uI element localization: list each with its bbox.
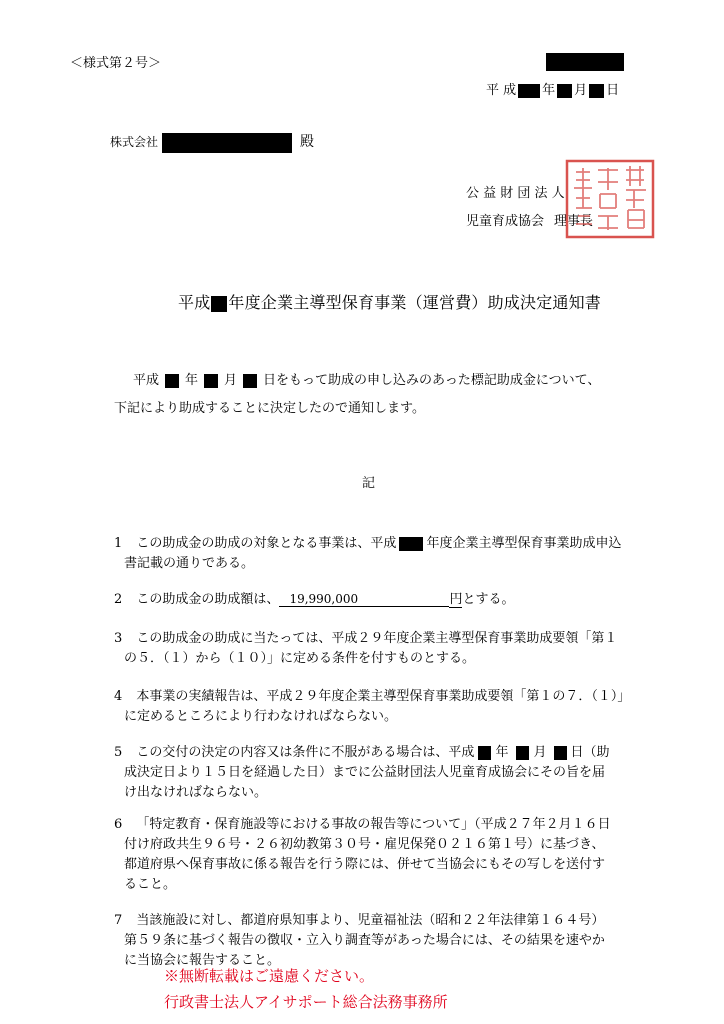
list-item-2 bbox=[114, 588, 514, 607]
list-item-5-cont2: け出なければならない。 bbox=[124, 785, 268, 800]
list-item-4-cont: に定めるところにより行わなければならない。 bbox=[124, 709, 398, 724]
list-item-5 bbox=[114, 741, 609, 760]
no-reprint-notice: ※無断転載はご遠慮ください。 bbox=[164, 967, 375, 985]
item-text: この助成金の助成に当たっては、平成２９年度企業主導型保育事業助成要領「第１ bbox=[136, 631, 618, 646]
redaction-box bbox=[554, 746, 567, 760]
date-year-unit: 年 bbox=[542, 83, 556, 98]
issue-date bbox=[486, 79, 619, 98]
addressee bbox=[110, 131, 314, 153]
amount-unit: 円 bbox=[449, 592, 463, 607]
list-item-3-cont: の５．（１）から（１０）」に定める条件を付すものとする。 bbox=[124, 651, 476, 666]
redaction-box bbox=[243, 374, 257, 388]
redaction-box bbox=[165, 374, 179, 388]
company-prefix: 株式会社 bbox=[110, 135, 159, 149]
item-number: 2 bbox=[114, 592, 123, 607]
redaction-box bbox=[162, 133, 292, 153]
list-item-7 bbox=[114, 909, 604, 928]
ki-heading: 記 bbox=[362, 476, 376, 491]
item-number: 7 bbox=[114, 913, 123, 928]
item-text: とする。 bbox=[462, 592, 515, 607]
grant-amount: 19,990,000 bbox=[279, 592, 449, 607]
item-month-unit: 月 bbox=[533, 745, 547, 760]
sender-org: 児童育成協会 bbox=[466, 214, 545, 229]
item-text: この交付の決定の内容又は条件に不服がある場合は、平成 bbox=[136, 745, 475, 760]
list-item-6 bbox=[114, 813, 611, 832]
list-item-1 bbox=[114, 532, 621, 551]
list-item-3 bbox=[114, 627, 617, 646]
list-item-6-cont3: ること。 bbox=[124, 877, 177, 892]
intro-era: 平成 bbox=[133, 373, 160, 388]
item-number: 1 bbox=[114, 536, 123, 551]
intro-line2: 下記により助成することに決定したので通知します。 bbox=[114, 401, 425, 416]
redaction-box bbox=[399, 537, 423, 551]
item-text: この助成金の助成額は、 bbox=[136, 592, 280, 607]
item-text: 本事業の実績報告は、平成２９年度企業主導型保育事業助成要領「第１の７．（１）」 bbox=[136, 689, 631, 704]
list-item-1-cont: 書記載の通りである。 bbox=[124, 556, 255, 571]
redaction-box bbox=[557, 84, 572, 98]
sender-role: 理事長 bbox=[554, 214, 594, 229]
title-text: 年度企業主導型保育事業（運営費）助成決定通知書 bbox=[228, 293, 602, 312]
item-number: 3 bbox=[114, 631, 123, 646]
date-month-unit: 月 bbox=[574, 83, 588, 98]
redaction-box bbox=[518, 84, 540, 98]
list-item-7-cont: 第５９条に基づく報告の徴収・立入り調査等があった場合には、その結果を速やか bbox=[124, 933, 605, 948]
redaction-box bbox=[589, 84, 604, 98]
redaction-box bbox=[516, 746, 529, 760]
item-text: 「特定教育・保育施設等における事故の報告等について」（平成２７年２月１６日 bbox=[136, 817, 611, 832]
title-era: 平成 bbox=[178, 293, 211, 312]
list-item-6-cont: 付け府政共生９６号・２６初幼教第３０号・雇児保発０２１６第１号）に基づき、 bbox=[124, 837, 605, 852]
item-text: 年度企業主導型保育事業助成申込 bbox=[426, 536, 622, 551]
redaction-box bbox=[546, 53, 624, 71]
item-number: 6 bbox=[114, 817, 123, 832]
list-item-5-cont: 成決定日より１５日を経過した日）までに公益財団法人児童育成協会にその旨を届 bbox=[124, 765, 606, 780]
intro-month-unit: 月 bbox=[224, 373, 238, 388]
item-text: この助成金の助成の対象となる事業は、平成 bbox=[136, 536, 397, 551]
item-number: 5 bbox=[114, 745, 123, 760]
honorific: 殿 bbox=[300, 134, 315, 150]
sender-line1: 公 益 財 団 法 人 bbox=[466, 186, 565, 201]
item-text: 日（助 bbox=[570, 745, 610, 760]
list-item-6-cont2: 都道府県へ保育事故に係る報告を行う際には、併せて当協会にもその写しを送付す bbox=[124, 857, 606, 872]
document-title bbox=[178, 290, 601, 313]
form-label: ＜様式第２号＞ bbox=[70, 56, 162, 71]
date-day-unit: 日 bbox=[606, 83, 620, 98]
redaction-box bbox=[478, 746, 491, 760]
intro-line1-text: 日をもって助成の申し込みのあった標記助成金について、 bbox=[263, 373, 601, 388]
list-item-4 bbox=[114, 685, 630, 704]
item-text: 当該施設に対し、都道府県知事より、児童福祉法（昭和２２年法律第１６４号） bbox=[136, 913, 605, 928]
office-name: 行政書士法人アイサポート総合法務事務所 bbox=[164, 993, 448, 1011]
official-seal-stamp bbox=[564, 158, 656, 240]
intro-year-unit: 年 bbox=[185, 373, 199, 388]
date-era: 平 成 bbox=[486, 83, 517, 98]
intro-line1 bbox=[133, 369, 600, 388]
redaction-box bbox=[204, 374, 218, 388]
list-item-7-cont2: に当協会に報告すること。 bbox=[124, 953, 281, 968]
item-year-unit: 年 bbox=[495, 745, 509, 760]
item-number: 4 bbox=[114, 689, 123, 704]
redaction-box bbox=[211, 296, 227, 312]
